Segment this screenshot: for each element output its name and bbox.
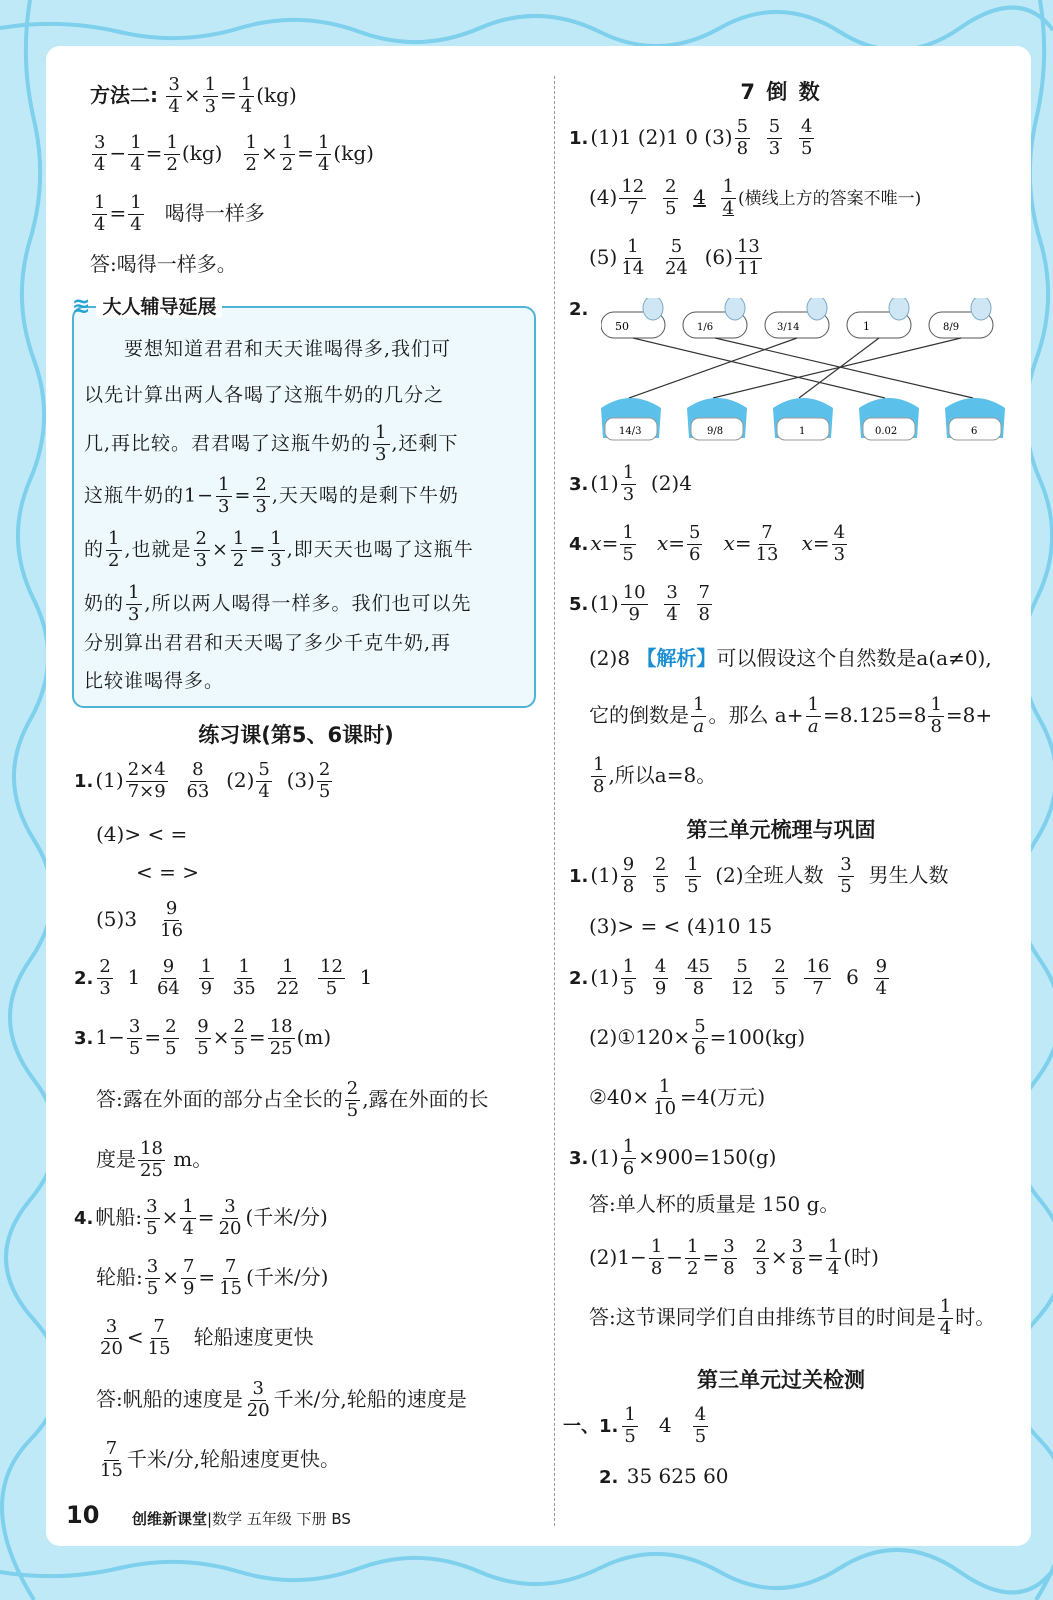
top-bar-label: 8/9 — [943, 322, 960, 333]
guide-line: 分别算出君君和天天喝了多少千克牛奶,再 — [84, 632, 452, 654]
r-q5-line-3: 它的倒数是 $\frac{1}{a}$ 。那么 a+ $\frac{1}{a}$ =8.125=8 $\frac{1}{8}$ =8+ — [589, 694, 993, 737]
r-q4-line: 4. x= $\frac{1}{5}$ x= $\frac{5}{6}$ x= $\frac{7}{13}$ x= $\frac{4}{3}$ — [569, 522, 846, 565]
bottom-radishes — [601, 398, 1005, 440]
u2-line-2: (2)①120× $\frac{5}{6}$ =100(kg) — [589, 1016, 806, 1059]
r-q1-line-1: 1. (1)1 (2)1 0 (3) $\frac{5}{8}$ $\frac{5}{3}$ $\frac{4}{5}$ — [569, 116, 813, 159]
guide-line: 要想知道君君和天天谁喝得多,我们可 — [124, 338, 452, 360]
top-bar-label: 50 — [615, 320, 629, 333]
guide-title: ≋ 大人辅导延展 — [72, 292, 292, 326]
top-bar-label: 1/6 — [697, 322, 714, 333]
r-q2-number: 2. — [569, 299, 589, 320]
u3-line-2: (2)1− $\frac{1}{8}$ − $\frac{1}{2}$ = $\frac{3}{8}$ $\frac{2}{3}$ × $\frac{3}{8}$ = $\frac{1}{4}$ (时) — [589, 1236, 879, 1279]
answer-1: 答:喝得一样多。 — [90, 252, 237, 276]
bunny-icon — [889, 298, 909, 320]
method2-label: 方法二: — [90, 82, 158, 107]
u3-answer-2: 答:这节课同学们自由排练节目的时间是 $\frac{1}{4}$ 时。 — [589, 1296, 996, 1339]
fraction: $\frac{1}{3}$ — [204, 74, 217, 117]
top-bar-label: 3/14 — [777, 322, 800, 333]
u2-line-3: ②40× $\frac{1}{10}$ =4(万元) — [589, 1076, 766, 1119]
u1-line-1: 1. (1) $\frac{9}{8}$ $\frac{2}{5}$ $\frac{1}{5}$ (2)全班人数 $\frac{3}{5}$ 男生人数 — [569, 854, 949, 897]
radish-label: 14/3 — [619, 426, 642, 437]
q4-answer-1: 答:帆船的速度是 $\frac{3}{20}$ 千米/分,轮船的速度是 — [96, 1378, 467, 1421]
practice-title: 练习课(第5、6课时) — [198, 723, 394, 747]
chapter-title: 7 倒 数 — [740, 80, 822, 104]
column-divider — [554, 76, 555, 1526]
guide-line: 比较谁喝得多。 — [84, 670, 225, 692]
r-q1-line-3: (5) $\frac{1}{14}$ $\frac{5}{24}$ (6) $\frac{13}{11}$ — [589, 236, 760, 279]
t1-line: 一、1. $\frac{1}{5}$ 4 $\frac{4}{5}$ — [563, 1404, 707, 1447]
r-q1-line-2: (4) $\frac{12}{7}$ $\frac{2}{5}$ 4 $\frac{1}{4}$ (横线上方的答案不唯一) — [589, 176, 922, 219]
guide-line: 这瓶牛奶的1− $\frac{1}{3}$ = $\frac{2}{3}$ ,天天喝的是剩下牛奶 — [84, 474, 459, 517]
q2-line: 2. $\frac{2}{3}$ 1 $\frac{9}{64}$ $\frac{1}{9}$ $\frac{1}{35}$ $\frac{1}{22}$ $\frac{12}{5}$ 1 — [74, 956, 373, 999]
t2-line: 2. 35 625 60 — [599, 1464, 729, 1488]
waves-icon: ≋ — [72, 294, 91, 319]
q1-line-4: (5)3 $\frac{9}{16}$ — [96, 898, 184, 941]
u3-line-1: 3. (1) $\frac{1}{6}$ ×900=150(g) — [569, 1136, 777, 1179]
analysis-tag: 【解析】 — [636, 646, 717, 670]
page — [46, 46, 1031, 1546]
footer-brand: 创维新课堂|数学 五年级 下册 BS — [132, 1510, 351, 1528]
q3-answer-2: 度是 $\frac{18}{25}$ m。 — [96, 1138, 213, 1181]
calc-line-3: $\frac{1}{4}$ = $\frac{1}{4}$ 喝得一样多 — [94, 192, 265, 235]
bunny-icon — [725, 298, 745, 320]
u2-line-1: 2. (1) $\frac{1}{5}$ $\frac{4}{9}$ $\frac{45}{8}$ $\frac{5}{12}$ $\frac{2}{5}$ $\frac{16}{7}$ 6 $\frac{9}{4}$ — [569, 956, 888, 999]
bunny-icon — [807, 298, 827, 320]
q4-answer-2: $\frac{7}{15}$ 千米/分,轮船速度更快。 — [100, 1438, 341, 1481]
fraction: $\frac{3}{4}$ — [168, 74, 180, 117]
bunny-icon — [643, 298, 663, 320]
q3-line: 3. 1− $\frac{3}{5}$ = $\frac{2}{5}$ $\frac{9}{5}$ × $\frac{2}{5}$ = $\frac{18}{25}$ (m) — [74, 1016, 332, 1059]
q4-line-2: 轮船: $\frac{3}{5}$ × $\frac{7}{9}$ = $\frac{7}{15}$ (千米/分) — [96, 1256, 329, 1299]
q3-answer-1: 答:露在外面的部分占全长的 $\frac{2}{5}$ ,露在外面的长 — [96, 1078, 489, 1121]
r-q5-line-2: (2)8 【解析】可以假设这个自然数是a(a≠0), — [589, 646, 992, 670]
calc-line-2: $\frac{3}{4}$ − $\frac{1}{4}$ = $\frac{1}{2}$ (kg) $\frac{1}{2}$ × $\frac{1}{2}$ = $\frac{1}{4}$ (kg) — [94, 132, 374, 175]
r-q5-line-4: $\frac{1}{8}$ ,所以a=8。 — [593, 754, 717, 797]
method2-line: 方法二: $\frac{3}{4}$ × $\frac{1}{3}$ = $\frac{1}{4}$ (kg) — [90, 74, 297, 117]
u1-line-2: (3)> = < (4)10 15 — [589, 914, 773, 938]
radish-label: 6 — [971, 426, 978, 437]
guide-line: 几,再比较。君君喝了这瓶牛奶的 $\frac{1}{3}$ ,还剩下 — [84, 422, 459, 465]
u3-answer-1: 答:单人杯的质量是 150 g。 — [589, 1192, 840, 1216]
q1-line-2: (4)> < = — [96, 822, 188, 846]
top-bar-label: 1 — [863, 320, 870, 333]
match-lines — [629, 338, 973, 398]
q1-line-1: 1. (1) $\frac{2\times 4}{7\times 9}$ $\frac{8}{63}$ (2) $\frac{5}{4}$ (3) $\frac{2}{5}$ — [74, 759, 331, 802]
q1-line-3: < = > — [136, 860, 199, 884]
unit3-test-title: 第三单元过关检测 — [697, 1368, 865, 1392]
radish-label: 1 — [799, 426, 806, 437]
fraction: $\frac{1}{4}$ — [240, 74, 253, 117]
page-number: 10 — [66, 1501, 100, 1529]
guide-line: 奶的 $\frac{1}{3}$ ,所以两人喝得一样多。我们也可以先 — [84, 582, 472, 625]
bunny-icon — [971, 298, 991, 320]
q4-line-3: $\frac{3}{20}$ < $\frac{7}{15}$ 轮船速度更快 — [100, 1316, 314, 1359]
bunny-match-diagram — [601, 298, 1021, 458]
q4-line-1: 4. 帆船: $\frac{3}{5}$ × $\frac{1}{4}$ = $\frac{3}{20}$ (千米/分) — [74, 1196, 328, 1239]
radish-label: 0.02 — [875, 426, 898, 437]
r-q3-line: 3. (1) $\frac{1}{3}$ (2)4 — [569, 462, 692, 505]
guide-line: 的 $\frac{1}{2}$ ,也就是 $\frac{2}{3}$ × $\frac{1}{2}$ = $\frac{1}{3}$ ,即天天也喝了这瓶牛 — [84, 528, 474, 571]
radish-label: 9/8 — [707, 426, 724, 437]
r-q5-line-1: 5. (1) $\frac{10}{9}$ $\frac{3}{4}$ $\frac{7}{8}$ — [569, 582, 710, 625]
unit3-review-title: 第三单元梳理与巩固 — [686, 818, 876, 842]
guide-line: 以先计算出两人各喝了这瓶牛奶的几分之 — [84, 384, 445, 406]
guide-box — [72, 306, 536, 708]
